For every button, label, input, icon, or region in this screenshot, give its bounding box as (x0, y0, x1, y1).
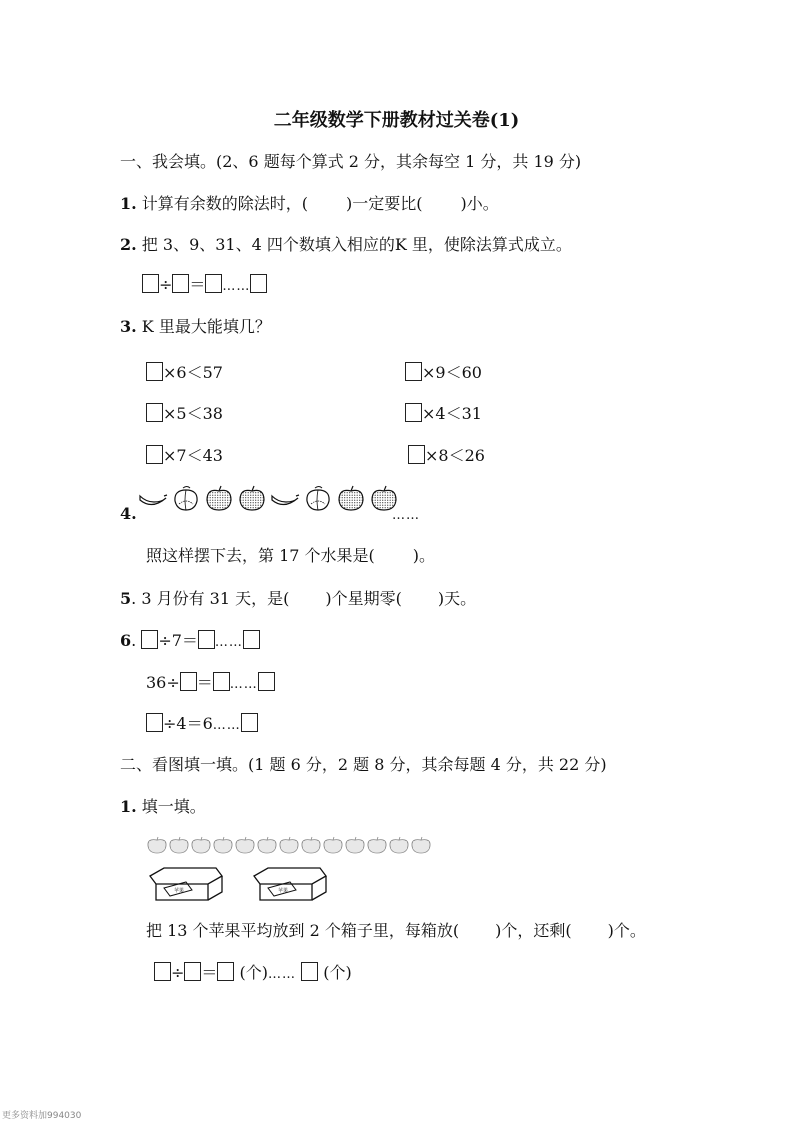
equation-part: ÷4＝6 (163, 714, 213, 733)
apple-icon (278, 836, 300, 854)
peach-icon (303, 484, 333, 512)
q2-equation (142, 272, 267, 295)
ellipsis: …… (392, 508, 420, 523)
banana-icon (138, 484, 168, 512)
unit-label: (个) (239, 963, 269, 982)
box-icon (250, 866, 330, 902)
answer-box[interactable] (141, 630, 158, 649)
section-2-q1-equation (154, 960, 352, 983)
equation-part: ÷7＝ (158, 631, 198, 650)
q3-item (408, 443, 485, 466)
answer-box[interactable] (405, 403, 422, 422)
answer-box[interactable] (184, 962, 201, 981)
equals-sign: ＝ (196, 673, 213, 692)
question-dot: . (131, 631, 137, 650)
equation-part: 36÷ (146, 673, 180, 692)
question-3 (120, 314, 271, 337)
question-text-b: )个星期零( (325, 589, 402, 608)
box-label: 苹果 (174, 888, 185, 894)
apple-icon (322, 836, 344, 854)
ellipsis: …… (212, 718, 241, 733)
section-2-question-1 (120, 794, 206, 817)
question-number: 4. (120, 504, 137, 523)
question-4-number (120, 504, 137, 523)
answer-box[interactable] (258, 672, 275, 691)
question-text-a: 3 月份有 31 天，是( (136, 589, 290, 608)
divide-sign: ÷ (159, 275, 173, 294)
apple-icon (190, 836, 212, 854)
apple-row (146, 836, 432, 854)
sentence-c: )个。 (607, 921, 646, 940)
sentence-b: )个，还剩( (495, 921, 572, 940)
question-number: 2. (120, 235, 137, 254)
question-text: 把 3、9、31、4 四个数填入相应的K 里，使除法算式成立。 (141, 235, 572, 254)
apple-icon (256, 836, 278, 854)
q3-item (405, 401, 482, 424)
question-6-line-1 (120, 628, 260, 651)
answer-box[interactable] (217, 962, 234, 981)
answer-box[interactable] (154, 962, 171, 981)
page-title: 二年级数学下册教材过关卷(1) (273, 110, 520, 131)
answer-box[interactable] (146, 362, 163, 381)
question-number: 6 (120, 631, 132, 650)
apple-icon (146, 836, 168, 854)
answer-box[interactable] (243, 630, 260, 649)
q3-item (405, 360, 482, 383)
question-text-a: 计算有余数的除法时，( (141, 194, 309, 213)
ellipsis: …… (214, 635, 243, 650)
question-text-c: )天。 (437, 589, 477, 608)
fruit-sequence (138, 484, 402, 512)
question-6-line-3 (146, 711, 258, 734)
question-number: 3. (120, 317, 137, 336)
apple-icon (344, 836, 366, 854)
inequality: ×6＜57 (163, 363, 223, 382)
apple-icon (204, 484, 234, 512)
q3-item (146, 443, 223, 466)
answer-box[interactable] (405, 362, 422, 381)
ellipsis: …… (268, 967, 297, 982)
answer-box[interactable] (146, 713, 163, 732)
boxes-illustration (146, 866, 354, 902)
question-4-text (146, 543, 435, 566)
apple-icon (212, 836, 234, 854)
answer-box[interactable] (172, 274, 189, 293)
apple-icon (336, 484, 366, 512)
answer-box[interactable] (301, 962, 318, 981)
inequality: ×5＜38 (163, 404, 223, 423)
answer-box[interactable] (146, 403, 163, 422)
apple-icon (237, 484, 267, 512)
question-number: 5 (120, 589, 132, 608)
apple-icon (300, 836, 322, 854)
answer-box[interactable] (146, 445, 163, 464)
footer-watermark: 更多资料加994030 (2, 1111, 82, 1121)
question-2 (120, 232, 572, 255)
question-number: 1. (120, 797, 137, 816)
answer-box[interactable] (198, 630, 215, 649)
equals-sign: ＝ (189, 275, 206, 294)
answer-box[interactable] (408, 445, 425, 464)
question-5 (120, 586, 476, 609)
question-text-c: )小。 (460, 194, 499, 213)
q3-item (146, 360, 223, 383)
box-label: 苹果 (278, 888, 289, 894)
peach-icon (171, 484, 201, 512)
question-text: K 里最大能填几？ (141, 317, 271, 336)
answer-box[interactable] (142, 274, 159, 293)
answer-box[interactable] (205, 274, 222, 293)
question-1 (120, 191, 499, 214)
divide-sign: ÷ (171, 963, 185, 982)
apple-icon (234, 836, 256, 854)
sentence-a: 把 13 个苹果平均放到 2 个箱子里，每箱放( (146, 921, 460, 940)
inequality: ×4＜31 (422, 404, 482, 423)
question-text-a: 照这样摆下去，第 17 个水果是( (146, 546, 375, 565)
section-2-heading: 二、看图填一填。(1 题 6 分，2 题 8 分，其余每题 4 分，共 22 分) (120, 755, 607, 774)
question-dot: . (131, 589, 137, 608)
box-icon (146, 866, 226, 902)
question-number: 1. (120, 194, 137, 213)
inequality: ×7＜43 (163, 446, 223, 465)
apple-icon (168, 836, 190, 854)
question-text: 填一填。 (141, 797, 206, 816)
answer-box[interactable] (250, 274, 267, 293)
section-2-q1-sentence (146, 918, 646, 941)
question-6-line-2 (146, 670, 275, 693)
question-text-b: )一定要比( (346, 194, 423, 213)
inequality: ×9＜60 (422, 363, 482, 382)
inequality: ×8＜26 (425, 446, 485, 465)
question-text-b: )。 (412, 546, 436, 565)
unit-label: (个) (323, 963, 352, 982)
ellipsis: …… (222, 279, 251, 294)
equals-sign: ＝ (201, 963, 218, 982)
banana-icon (270, 484, 300, 512)
apple-icon (366, 836, 388, 854)
ellipsis: …… (229, 677, 258, 692)
section-1-heading: 一、我会填。(2、6 题每个算式 2 分，其余每空 1 分，共 19 分) (120, 152, 582, 171)
answer-box[interactable] (180, 672, 197, 691)
q3-item (146, 401, 223, 424)
answer-box[interactable] (241, 713, 258, 732)
apple-icon (410, 836, 432, 854)
answer-box[interactable] (213, 672, 230, 691)
apple-icon (388, 836, 410, 854)
